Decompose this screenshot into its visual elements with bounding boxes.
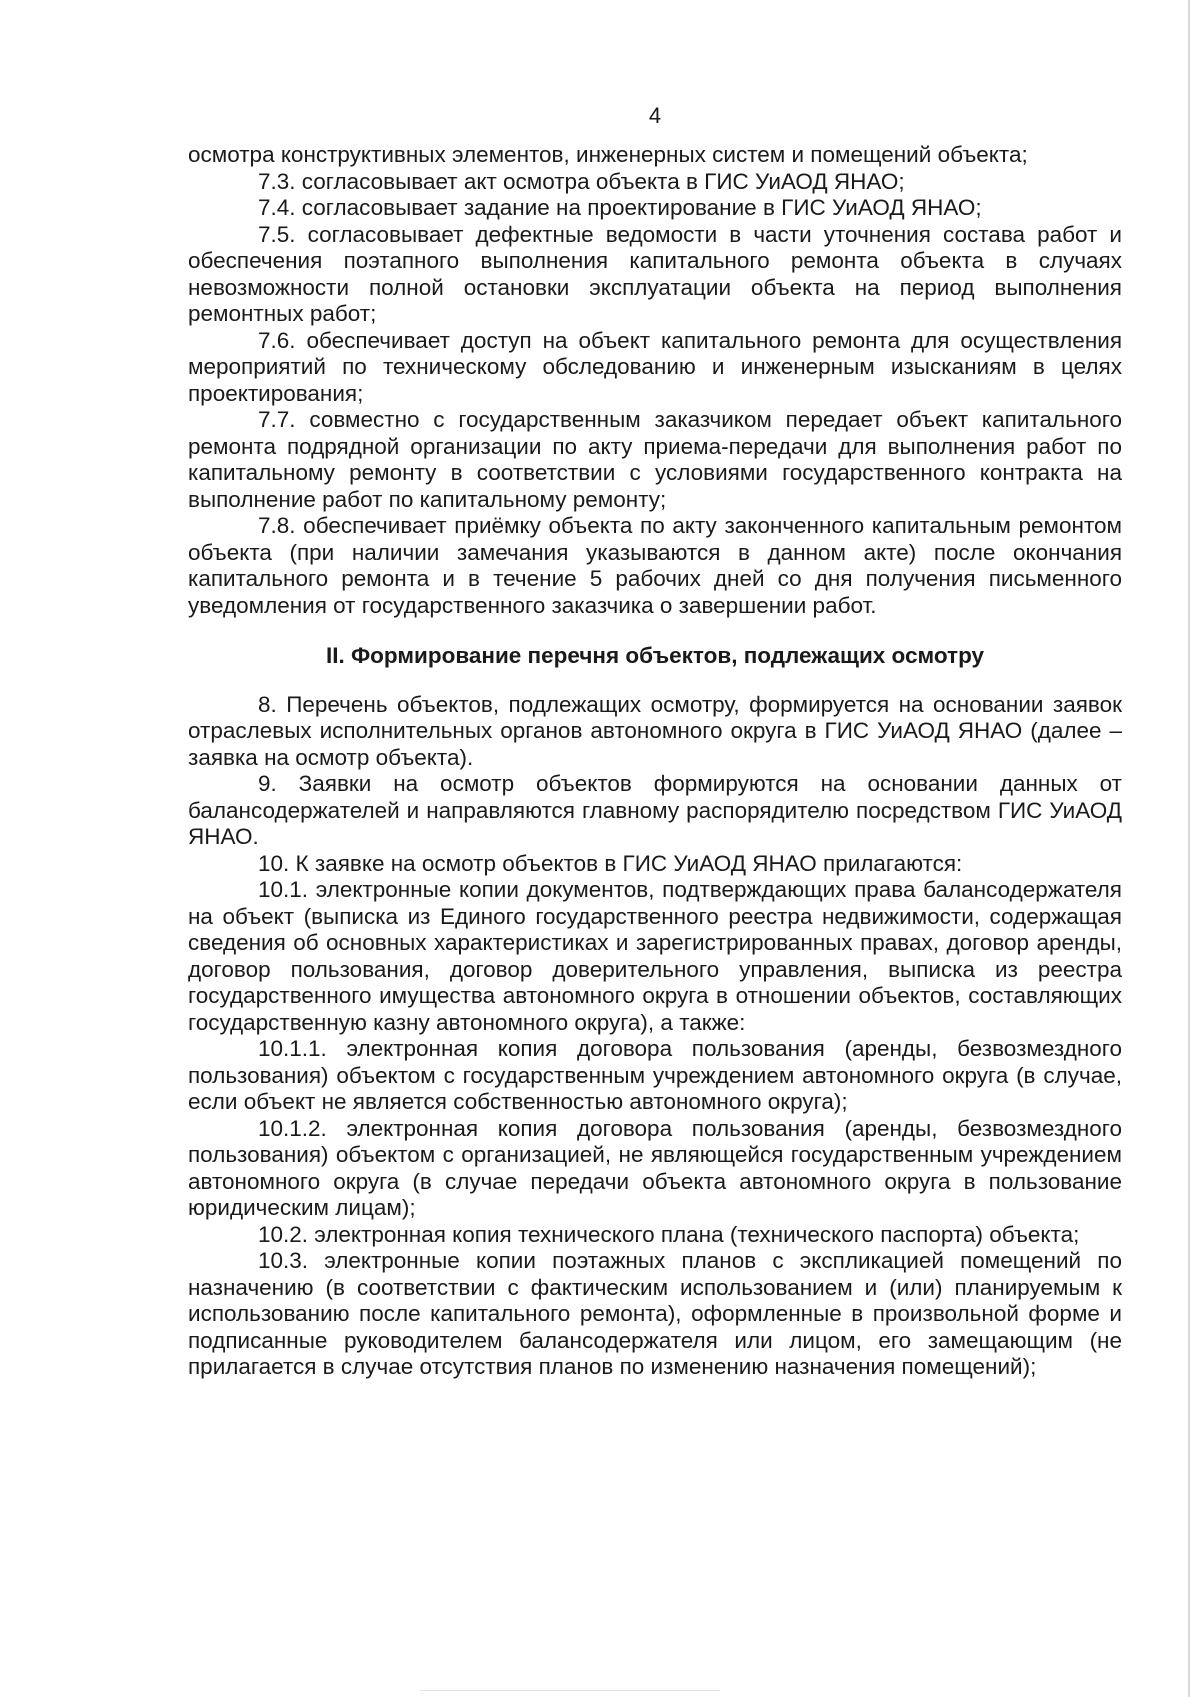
paragraph: 7.8. обеспечивает приёмку объекта по акту законченного капитальным ремонтом объекта (при наличии замечания указываются в данном акте) после окончания капитального ремонта и в течение 5 рабочих дней со дня получения письменного уведомления от государственного заказчика о завершении работ. — [188, 513, 1122, 618]
paragraph: 10. К заявке на осмотр объектов в ГИС УиАОД ЯНАО прилагаются: — [258, 850, 963, 876]
scan-artifact-line — [420, 1690, 720, 1691]
paragraph: 7.6. обеспечивает доступ на объект капитального ремонта для осуществления мероприятий по техническому обследованию и инженерным изысканиям в целях проектирования; — [188, 327, 1122, 406]
document-body — [188, 142, 1122, 1381]
paragraph: 8. Перечень объектов, подлежащих осмотру, формируется на основании заявок отраслевых исполнительных органов автономного округа в ГИС УиАОД ЯНАО (далее – заявка на осмотр объекта). — [188, 691, 1122, 770]
paragraph: 7.5. согласовывает дефектные ведомости в части уточнения состава работ и обеспечения поэтапного выполнения капитального ремонта объекта в случаях невозможности полной остановки эксплуатации объекта на период выполнения ремонтных работ; — [188, 221, 1122, 326]
paragraphs-section-7 — [188, 142, 1122, 619]
paragraphs-section-ii — [188, 692, 1122, 1381]
page-number: 4 — [648, 103, 662, 128]
paragraph: 7.4. согласовывает задание на проектирование в ГИС УиАОД ЯНАО; — [258, 195, 982, 220]
paragraph: 7.3. согласовывает акт осмотра объекта в ГИС УиАОД ЯНАО; — [258, 168, 905, 194]
page-edge-shadow — [1188, 0, 1190, 1697]
section-heading: II. Формирование перечня объектов, подлежащих осмотру — [325, 643, 985, 668]
paragraph: 7.7. совместно с государственным заказчиком передает объект капитального ремонта подрядной организации по акту приема-передачи для выполнения работ по капитальному ремонту в соответствии с условиями государственного контракта на выполнение работ по капитальному ремонту; — [188, 407, 1122, 512]
paragraph: 10.2. электронная копия технического плана (технического паспорта) объекта; — [258, 1221, 1080, 1247]
paragraph: 10.1.1. электронная копия договора пользования (аренды, безвозмездного пользования) объектом с государственным учреждением автономного округа (в случае, если объект не является собственностью автономного округа); — [188, 1036, 1122, 1114]
paragraph: 9. Заявки на осмотр объектов формируются на основании данных от балансодержателей и направляются главному распорядителю посредством ГИС УиАОД ЯНАО. — [188, 771, 1122, 849]
paragraph: осмотра конструктивных элементов, инженерных систем и помещений объекта; — [188, 142, 1028, 167]
paragraph: 10.1.2. электронная копия договора пользования (аренды, безвозмездного пользования) объектом с организацией, не являющейся государственным учреждением автономного округа (в случае передачи объекта автономного округа в пользование юридическим лицам); — [188, 1115, 1122, 1220]
paragraph: 10.1. электронные копии документов, подтверждающих права балансодержателя на объект (выписка из Единого государственного реестра недвижимости, содержащая сведения об основных характеристиках и зарегистрированных правах, договор аренды, договор пользования, договор доверительного управления, выписка из реестра государственного имущества автономного округа в отношении объектов, составляющих государственную казну автономного округа), а также: — [188, 877, 1122, 1035]
paragraph: 10.3. электронные копии поэтажных планов с экспликацией помещений по назначению (в соответствии с фактическим использованием и (или) планируемым к использованию после капитального ремонта), оформленные в произвольной форме и подписанные руководителем балансодержателя или лицом, его замещающим (не прилагается в случае отсутствия планов по изменению назначения помещений); — [188, 1248, 1122, 1379]
